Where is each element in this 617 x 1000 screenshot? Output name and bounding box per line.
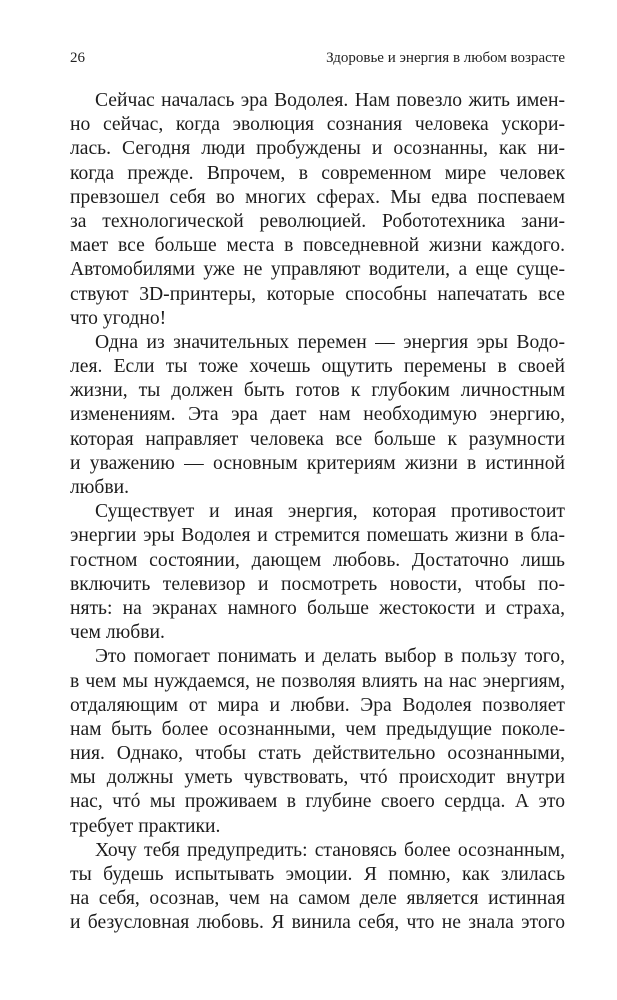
- text-line: чем любви.: [70, 622, 165, 644]
- text-line: требует практики.: [70, 815, 221, 837]
- paragraph: [70, 500, 565, 645]
- text-line: и безусловная любовь. Я винила себя, что не знала этого: [70, 912, 565, 934]
- text-line: жизни, ты должен быть готов к глубоким личностным: [70, 380, 565, 402]
- text-line: ствуют 3D-принтеры, которые способны напечатать все: [70, 283, 565, 305]
- paragraph: [70, 331, 565, 500]
- text-line: в чем мы нуждаемся, не позволяя влиять на нас энергиям,: [70, 670, 565, 692]
- paragraph: [70, 839, 565, 936]
- body-text: [70, 89, 565, 936]
- text-line: лея. Если ты тоже хочешь ощутить перемены в своей: [70, 356, 565, 378]
- text-line: Существует и иная энергия, которая противостоит: [95, 501, 565, 523]
- page-number: 26: [70, 50, 85, 66]
- text-line: любви.: [70, 477, 130, 498]
- text-line: ты будешь испытывать эмоции. Я помню, как злилась: [70, 864, 565, 885]
- text-line: нам быть более осознанными, чем предыдущие поколе-: [70, 718, 565, 740]
- text-line: на себя, осознав, чем на самом деле является истинная: [70, 888, 565, 910]
- text-line: мы должны уметь чувствовать, чтó происходит внутри: [70, 767, 565, 789]
- text-line: отдаляющим от мира и любви. Эра Водолея позволяет: [70, 694, 565, 716]
- text-line: лась. Сегодня люди пробуждены и осознанны, как ни-: [70, 138, 565, 160]
- text-line: но сейчас, когда эволюция сознания человека ускори-: [70, 114, 565, 136]
- text-line: мает все больше места в повседневной жизни каждого.: [70, 235, 565, 257]
- running-title: Здоровье и энергия в любом возрасте: [326, 50, 565, 66]
- text-line: Это помогает понимать и делать выбор в пользу того,: [95, 646, 565, 668]
- text-line: изменениям. Эта эра дает нам необходимую энергию,: [70, 404, 565, 426]
- text-line: Одна из значительных перемен — энергия эры Водо-: [95, 331, 565, 353]
- text-line: ния. Однако, чтобы стать действительно осознанными,: [70, 743, 565, 765]
- text-line: энергии эры Водолея и стремится помешать жизни в бла-: [70, 525, 565, 547]
- text-line: нять: на экранах намного больше жестокости и страха,: [70, 597, 565, 619]
- text-line: гостном состоянии, дающем любовь. Достаточно лишь: [70, 549, 565, 571]
- text-line: когда прежде. Впрочем, в современном мире человек: [70, 162, 565, 184]
- text-line: что угодно!: [70, 307, 167, 329]
- text-line: нас, чтó мы проживаем в глубине своего сердца. А это: [70, 791, 565, 813]
- text-line: за технологической революцией. Робототехника зани-: [70, 210, 565, 232]
- text-line: Автомобилями уже не управляют водители, а еще суще-: [70, 259, 565, 281]
- text-line: Сейчас началась эра Водолея. Нам повезло жить имен-: [95, 90, 565, 111]
- text-line: которая направляет человека все больше к разумности: [70, 428, 565, 450]
- paragraph: [70, 645, 565, 839]
- text-line: и уважению — основным критериям жизни в истинной: [70, 452, 565, 474]
- text-line: превзошел себя во многих сферах. Мы едва поспеваем: [70, 186, 565, 208]
- text-line: включить телевизор и посмотреть новости, чтобы по-: [70, 573, 565, 595]
- paragraph: [70, 89, 565, 331]
- text-line: Хочу тебя предупредить: становясь более осознанным,: [95, 839, 565, 861]
